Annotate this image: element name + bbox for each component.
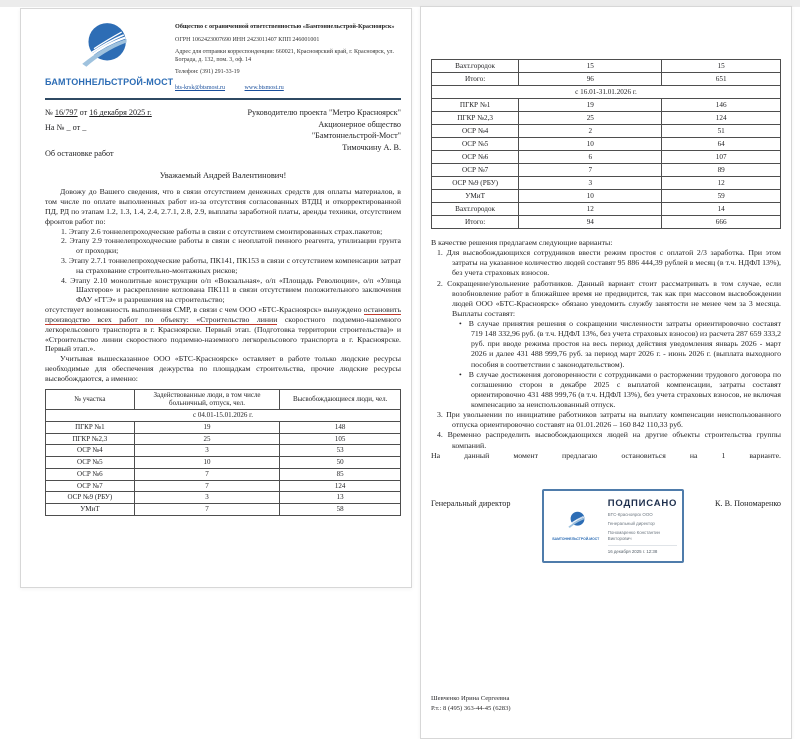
table-row — [46, 492, 401, 504]
list-item-number: 1. — [61, 226, 67, 236]
list-item — [61, 276, 401, 305]
company-logo-text: БАМТОННЕЛЬСТРОЙ-МОСТ — [45, 77, 174, 87]
company-name: Общество с ограниченной ответственностью «Бамтоннельстрой-Красноярск» — [175, 23, 395, 30]
table-row — [432, 203, 781, 216]
table-cell: 651 — [662, 73, 781, 86]
list-item-text: Этапу 2.9 тоннелепроходческие работы в связи с неоплатой пенного реагента, утилизации грунта от проходки; — [69, 236, 401, 256]
table-cell: ОСР №7 — [432, 164, 519, 177]
company-links — [175, 84, 401, 93]
recipient-line: Тимочкину А. В. — [342, 142, 401, 152]
table-cell: 105 — [280, 433, 401, 445]
table-cell: ОСР №4 — [46, 445, 135, 457]
table-cell: УМиТ — [46, 504, 135, 516]
stamp-datetime: 16 декабря 2025 г. 12:38 — [608, 545, 677, 554]
table-cell: ОСР №4 — [432, 125, 519, 138]
company-info-block — [161, 17, 401, 92]
table-period-row — [432, 86, 781, 99]
table-cell: 3 — [519, 177, 662, 190]
table-period-cell: с 16.01-31.01.2026 г. — [432, 86, 781, 99]
table-cell: 58 — [280, 504, 401, 516]
table-header-cell: Задействованные люди, в том числе больничный, отпуск, чел. — [134, 389, 280, 410]
table-cell: ПГКР №2,3 — [432, 112, 519, 125]
reference-recipient-row — [45, 107, 401, 160]
solution-text: Временно распределить высвобождающихся людей на другие объекты строительства группы компаний. — [447, 430, 782, 450]
table-row — [432, 151, 781, 164]
letter-body-page2 — [431, 238, 781, 461]
list-item-number: 2. — [61, 236, 67, 246]
table-cell: 19 — [134, 421, 280, 433]
table-cell: ПГКР №2,3 — [46, 433, 135, 445]
solution-2-bullets — [459, 319, 781, 410]
table-row — [432, 177, 781, 190]
letter-subject: Об остановке работ — [45, 149, 114, 159]
table-row — [46, 504, 401, 516]
letter-body-page1 — [45, 187, 401, 383]
solution-number: 3. — [437, 410, 443, 420]
letterhead — [45, 17, 401, 92]
solutions-list — [437, 248, 781, 451]
solution-item — [437, 248, 781, 278]
executor-phone: Р.т.: 8 (495) 363-44-45 (6283) — [431, 705, 511, 713]
reference-block — [45, 107, 152, 160]
red-underlined-text: остановить производство всех работ по объекту: «Строительство линии — [45, 305, 401, 324]
paragraph-2-pre: отсутствует возможность выполнения СМР, в связи с чем ООО «БТС-Красноярск» вынуждено — [45, 305, 364, 315]
table-cell: ОСР №9 (РБУ) — [46, 492, 135, 504]
personnel-table-page1 — [45, 389, 401, 516]
table-header-cell: Высвобождающиеся люди, чел. — [280, 389, 401, 410]
executor-block — [431, 694, 511, 714]
table-cell: 12 — [519, 203, 662, 216]
table-cell: 12 — [662, 177, 781, 190]
table-cell: Итого: — [432, 216, 519, 229]
table-cell: 10 — [519, 190, 662, 203]
table-cell: 107 — [662, 151, 781, 164]
letterhead-divider — [45, 98, 401, 100]
table-period-row — [46, 410, 401, 422]
list-item-text: Этапу 2.10 монолитные конструкции о/п «Вокзальная», о/п «Площадь Революции», о/п «Улица Шахтеров» и раскрепление котлована ПК111 в связи отсутствием положительного заключения ФАУ «ГГЭ» и разрешения на строительство; — [70, 275, 401, 305]
company-address: Адрес для отправки корреспонденции: 660021, Красноярский край, г. Красноярск, ул. Бограда, д. 132, пом. 3, оф. 14 — [175, 48, 395, 64]
table-cell: 7 — [134, 504, 280, 516]
stopped-works-list — [61, 227, 401, 306]
company-website-link[interactable]: www.btsmost.ru — [244, 84, 284, 91]
stamp-logo-text: БАМТОННЕЛЬСТРОЙ-МОСТ — [552, 536, 600, 541]
solution-item — [437, 279, 781, 320]
paragraph-3: Учитывая вышесказанное ООО «БТС-Красноярск» оставляет в работе только людские ресурсы необходимые для обеспечения дежурства по площадкам строительства, прочие людские ресурсы высвобождаются, а именно: — [45, 354, 401, 383]
list-item-number: 3. — [61, 256, 67, 265]
company-logo — [45, 17, 174, 87]
table-row — [432, 138, 781, 151]
table-cell: Вахт.городок — [432, 203, 519, 216]
table-row — [432, 125, 781, 138]
table-cell: 10 — [134, 457, 280, 469]
solution-text: Для высвобождающихся сотрудников ввести режим простоя с оплатой 2/3 заработка. При этом затраты на указанное количество людей составят 95 886 444,39 рублей в месяц (в т.ч. НДФЛ 13%), без учета страховых взносов. — [446, 248, 781, 278]
signer-name: К. В. Пономаренко — [715, 498, 781, 508]
solution-number: 2. — [437, 278, 443, 288]
table-cell: Вахт.городок — [432, 60, 519, 73]
table-cell: Итого: — [432, 73, 519, 86]
table-row — [432, 190, 781, 203]
company-phone: Телефон: (391) 291-33-19 — [175, 69, 240, 76]
table-cell: 7 — [134, 480, 280, 492]
table-cell: ОСР №5 — [432, 138, 519, 151]
bullet-item: • В случае достижения договоренности с сотрудниками о расторжении трудового договора по соглашению сторон в декабре 2025 с выплатой компенсации, затраты составят ориентировочно 431 488 999,76 (в т.ч. НДФЛ 13%), без учета страховых взносов, не включая компенсацию за неиспользованный отпуск. — [459, 370, 781, 411]
solution-number: 1. — [437, 248, 443, 258]
table-row — [46, 433, 401, 445]
table-cell: 85 — [280, 468, 401, 480]
signature-row — [431, 489, 781, 563]
company-ogrn: ОГРН 1062423007690 ИНН 2423011407 КПП 246001001 — [175, 36, 320, 43]
table-cell: 7 — [519, 164, 662, 177]
solution-item — [437, 430, 781, 450]
table-cell: 7 — [134, 468, 280, 480]
table-cell: ОСР №6 — [46, 468, 135, 480]
table-row — [46, 457, 401, 469]
recipient-line: "Бамтоннельстрой-Мост" — [311, 131, 401, 141]
paragraph-1: Довожу до Вашего сведения, что в связи отсутствием денежных средств для оплаты материалов, в том числе по оплате выполненных работ из-за отсутствия согласованных ВТДЦ и откорректированной ПД, РД по этапам 1.2, 1.3, 1.4, 2.4, 2.7.1, 2.8, 2.9, выплаты заработной платы, аренды техники, отсутствием фронтов работ по: — [45, 187, 401, 226]
table-cell: 14 — [662, 203, 781, 216]
stamp-logo — [550, 511, 602, 541]
table-period-cell: с 04.01-15.01.2026 г. — [46, 410, 401, 422]
table-total-row — [432, 216, 781, 229]
no-label: № — [45, 108, 53, 118]
bullet-item: • В случае принятия решения о сокращении численности затраты ориентировочно составят 719 148 332,96 руб. (в т.ч. НДФЛ 13%, без учета страховых взносов) из расчета 287 659 333,2 руб. при вводе режима простоя на весь период действия уведомления январь 2026 - март 2026 и далее 431 488 999,76 руб. за период март 2026 г. - июнь 2026 г. (выплата выходного пособия в соответствии с законодательством). — [459, 319, 781, 370]
list-item-text: Этапу 2.7.1 тоннелепроходческие работы, ПК141, ПК153 в связи с отсутствием компенсации затрат на страхование строительно-монтажных рисков; — [68, 256, 402, 275]
executor-name: Шевченко Ирина Сергеевна — [431, 695, 510, 703]
table-cell: ПГКР №1 — [432, 99, 519, 112]
closing-statement: На данный момент предлагаю остановиться на 1 варианте. — [431, 450, 781, 460]
table-row — [46, 445, 401, 457]
table-cell: 15 — [519, 60, 662, 73]
table-header-cell: № участка — [46, 389, 135, 410]
table-cell: 148 — [280, 421, 401, 433]
table-cell: ОСР №7 — [46, 480, 135, 492]
table-cell: УМиТ — [432, 190, 519, 203]
table-cell: 10 — [519, 138, 662, 151]
table-cell: 51 — [662, 125, 781, 138]
table-cell: ОСР №5 — [46, 457, 135, 469]
table-cell: 94 — [519, 216, 662, 229]
paragraph-2-post: скоростного подземно-наземного легкорельсового транспорта в г. Красноярске. Первый этап. (Подготовка территории строительства)» и «Строительство линии скоростного подземно-наземного легкорельсового транспорта в г. Красноярске. Первый этап.». — [45, 314, 401, 354]
table-cell: 124 — [662, 112, 781, 125]
solution-number: 4. — [437, 430, 443, 440]
table-cell: 3 — [134, 445, 280, 457]
stamp-org: БТС-Красноярск ООО — [607, 512, 653, 517]
table-total-row — [432, 73, 781, 86]
ot-label: от — [79, 108, 88, 118]
table-row — [432, 112, 781, 125]
recipient-block — [229, 107, 401, 160]
stamp-logo-icon — [563, 511, 589, 531]
list-item-text: Этапу 2.6 тоннелепроходческие работы в связи с отсутствием смонтированных страх.пакетов; — [68, 226, 383, 236]
table-cell: ПГКР №1 — [46, 421, 135, 433]
solution-item — [437, 410, 781, 430]
list-item — [61, 256, 401, 276]
table-row — [46, 480, 401, 492]
table-cell: 146 — [662, 99, 781, 112]
signer-role: Генеральный директор — [431, 498, 511, 508]
paragraph-2 — [45, 305, 401, 354]
table-cell: 3 — [134, 492, 280, 504]
table-row — [46, 468, 401, 480]
table-row — [432, 99, 781, 112]
table-cell: 25 — [519, 112, 662, 125]
table-row — [432, 164, 781, 177]
table-cell: 50 — [280, 457, 401, 469]
table-cell: 89 — [662, 164, 781, 177]
table-cell: 59 — [662, 190, 781, 203]
reply-reference-line: На № _ от _ — [45, 122, 87, 132]
salutation: Уважаемый Андрей Валентинович! — [159, 171, 287, 181]
stamp-role: Генеральный директор — [607, 521, 655, 526]
outgoing-number-line — [45, 107, 152, 119]
digital-signature-stamp — [542, 489, 684, 563]
table-header-row — [46, 389, 401, 410]
solutions-intro: В качестве решения предлагаем следующие варианты: — [431, 238, 613, 247]
table-cell: ОСР №6 — [432, 151, 519, 164]
list-item-number: 4. — [61, 275, 67, 285]
table-cell: 19 — [519, 99, 662, 112]
table-cell: ОСР №9 (РБУ) — [432, 177, 519, 190]
outgoing-date: 16 декабря 2025 г. — [89, 108, 152, 118]
table-cell: 96 — [519, 73, 662, 86]
table-cell: 666 — [662, 216, 781, 229]
stamp-person: Пономаренко Константин Викторович — [607, 530, 660, 541]
outgoing-number: 16/797 — [54, 108, 78, 118]
table-cell: 13 — [280, 492, 401, 504]
stamp-details — [602, 498, 677, 555]
table-cell: 53 — [280, 445, 401, 457]
table-cell: 6 — [519, 151, 662, 164]
table-row — [432, 60, 781, 73]
company-logo-icon — [68, 21, 138, 75]
recipient-line: Акционерное общество — [318, 119, 401, 129]
solution-text: При увольнении по инициативе работников затраты на выплату компенсации неиспользованного отпуска ориентировочно составят на 01.01.2026 – 160 842 110,33 руб. — [446, 410, 781, 430]
table-cell: 25 — [134, 433, 280, 445]
table-cell: 15 — [662, 60, 781, 73]
table-cell: 124 — [280, 480, 401, 492]
letter-page-2 — [420, 6, 792, 739]
table-cell: 64 — [662, 138, 781, 151]
recipient-line: Руководителю проекта "Метро Красноярск" — [247, 108, 401, 118]
stamp-title: ПОДПИСАНО — [607, 497, 678, 509]
list-item — [61, 236, 401, 256]
personnel-table-page2 — [431, 59, 781, 229]
table-row — [46, 421, 401, 433]
list-item — [61, 227, 401, 237]
solution-text: Сокращение/увольнение работников. Данный вариант стоит рассматривать в том случае, если возобновление работ в ближайшее время не предвидится, так как при массовом высвобождении людей ООО «БТС-Красноярск» обязано уведомить службу занятости не менее чем за 3 месяца. Выплаты составят: — [447, 278, 782, 318]
company-email-link[interactable]: bts-krsk@btsmost.ru — [175, 84, 226, 91]
table-cell: 2 — [519, 125, 662, 138]
letter-page-1 — [20, 8, 412, 588]
